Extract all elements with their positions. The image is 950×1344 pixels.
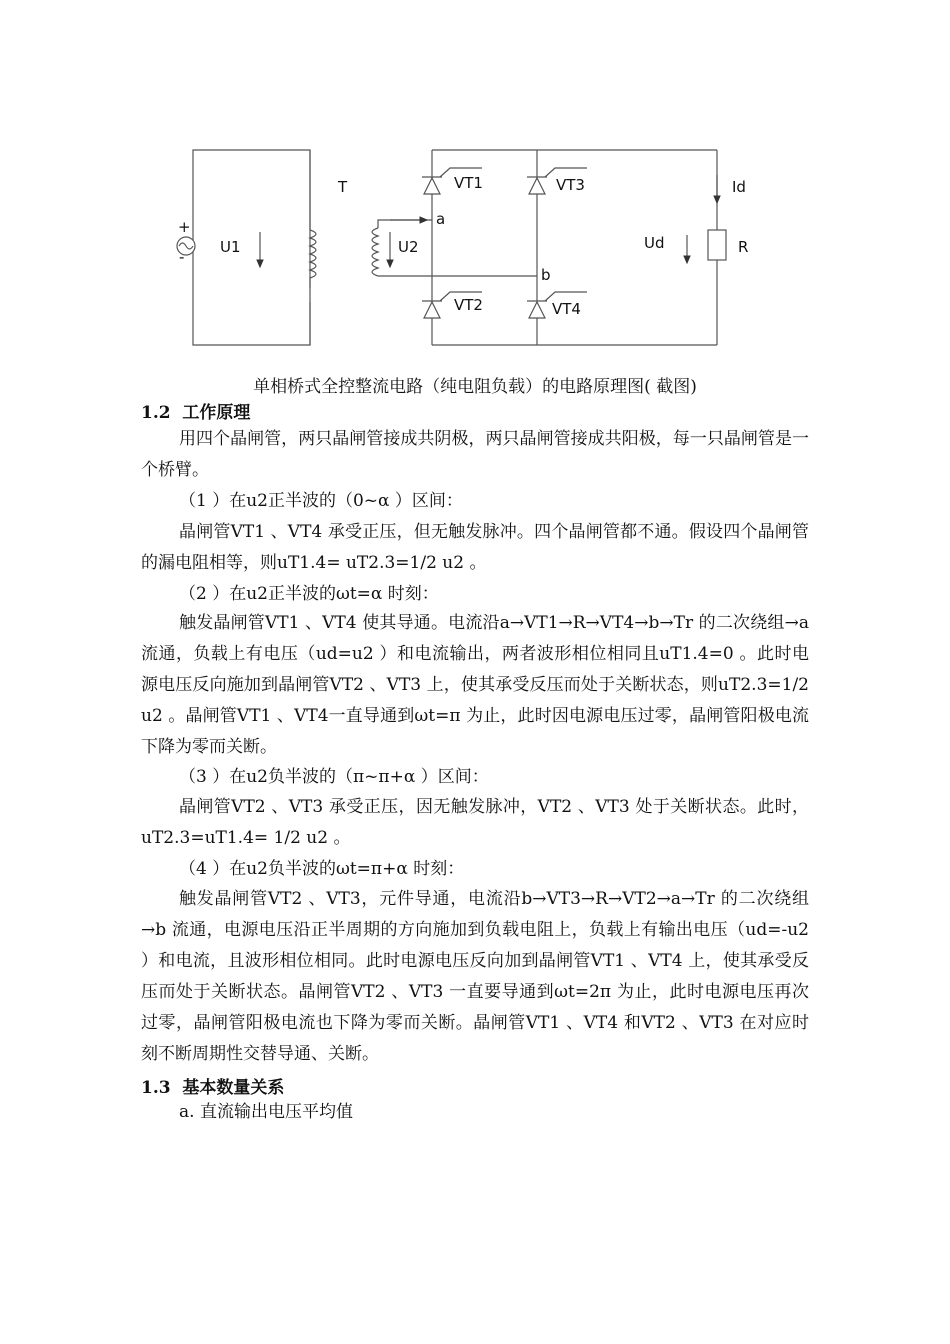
- section-number: 1.2: [141, 403, 171, 423]
- section-title: 工作原理: [182, 403, 251, 423]
- case2-body: 触发晶闸管VT1 、VT4 使其导通。电流沿a→VT1→R→VT4→b→Tr 的二次绕组→a 流通，负载上有电压（ud=u2 ）和电流输出，两者波形相位相同且uT1.4=0 。此时电源电压反向施加到晶闸管VT2 、VT3 上，使其承受反压而处于关断状态，则uT2.3=1/2 u2 。晶闸管VT1 、VT4一直导通到ωt=π 为止，此时因电源电压过零，晶闸管阳极电流下降为零而关断。: [141, 613, 809, 757]
- case1-body: 晶闸管VT1 、VT4 承受正压，但无触发脉冲。四个晶闸管都不通。假设四个晶闸管的漏电阻相等，则uT1.4= uT2.3=1/2 u2 。: [141, 522, 809, 573]
- case2-title: （2 ）在u2正半波的ωt=α 时刻：: [179, 584, 439, 604]
- u1-label: U1: [220, 238, 241, 256]
- node-b-label: b: [541, 266, 551, 284]
- minus-label: -: [179, 248, 185, 266]
- r-label: R: [738, 238, 749, 256]
- case4-title: （4 ）在u2负半波的ωt=π+α 时刻：: [179, 859, 465, 879]
- case3-title: （3 ）在u2负半波的（π~π+α ）区间：: [179, 767, 489, 787]
- item-a: a. 直流输出电压平均值: [179, 1102, 353, 1122]
- id-label: Id: [732, 178, 746, 196]
- section-heading-1-3: [141, 1073, 284, 1098]
- paragraph-intro: 用四个晶闸管，两只晶闸管接成共阴极，两只晶闸管接成共阳极，每一只晶闸管是一个桥臂。: [141, 429, 809, 480]
- node-a-label: a: [436, 210, 446, 228]
- u2-label: U2: [398, 238, 419, 256]
- vt3-label: VT3: [556, 176, 585, 194]
- section-number: 1.3: [141, 1078, 171, 1098]
- ud-label: Ud: [644, 234, 665, 252]
- resistor-icon: [708, 230, 726, 260]
- vt4-label: VT4: [552, 300, 581, 318]
- circuit-diagram: [160, 140, 760, 355]
- ud-arrow-icon: [684, 235, 690, 263]
- figure-caption: 单相桥式全控整流电路（纯电阻负载）的电路原理图( 截图): [253, 377, 697, 397]
- node-a-arrow-icon: [390, 217, 427, 223]
- vt1-label: VT1: [454, 174, 483, 192]
- case4-body: 触发晶闸管VT2 、VT3，元件导通，电流沿b→VT3→R→VT2→a→Tr 的二次绕组→b 流通，电源电压沿正半周期的方向施加到负载电阻上，负载上有输出电压（ud=-u2 ）和电流，且波形相位相同。此时电源电压反向加到晶闸管VT1 、VT4 上，使其承受反压而处于关断状态。晶闸管VT2 、VT3 一直要导通到ωt=2π 为止，此时电源电压再次过零，晶闸管阳极电流也下降为零而关断。晶闸管VT1 、VT4 和VT2 、VT3 在对应时刻不断周期性交替导通、关断。: [141, 889, 809, 1064]
- u1-arrow-icon: [257, 232, 263, 267]
- section-heading-1-2: [141, 398, 250, 423]
- transformer-label: T: [338, 178, 348, 196]
- u2-arrow-icon: [387, 232, 393, 267]
- section-title: 基本数量关系: [182, 1078, 285, 1098]
- id-arrow-icon: [714, 175, 720, 203]
- vt2-label: VT2: [454, 296, 483, 314]
- case1-title: （1 ）在u2正半波的（0~α ）区间：: [179, 491, 463, 511]
- case3-body: 晶闸管VT2 、VT3 承受正压，因无触发脉冲，VT2 、VT3 处于关断状态。此时，uT2.3=uT1.4= 1/2 u2 。: [141, 797, 809, 848]
- plus-label: +: [178, 218, 191, 236]
